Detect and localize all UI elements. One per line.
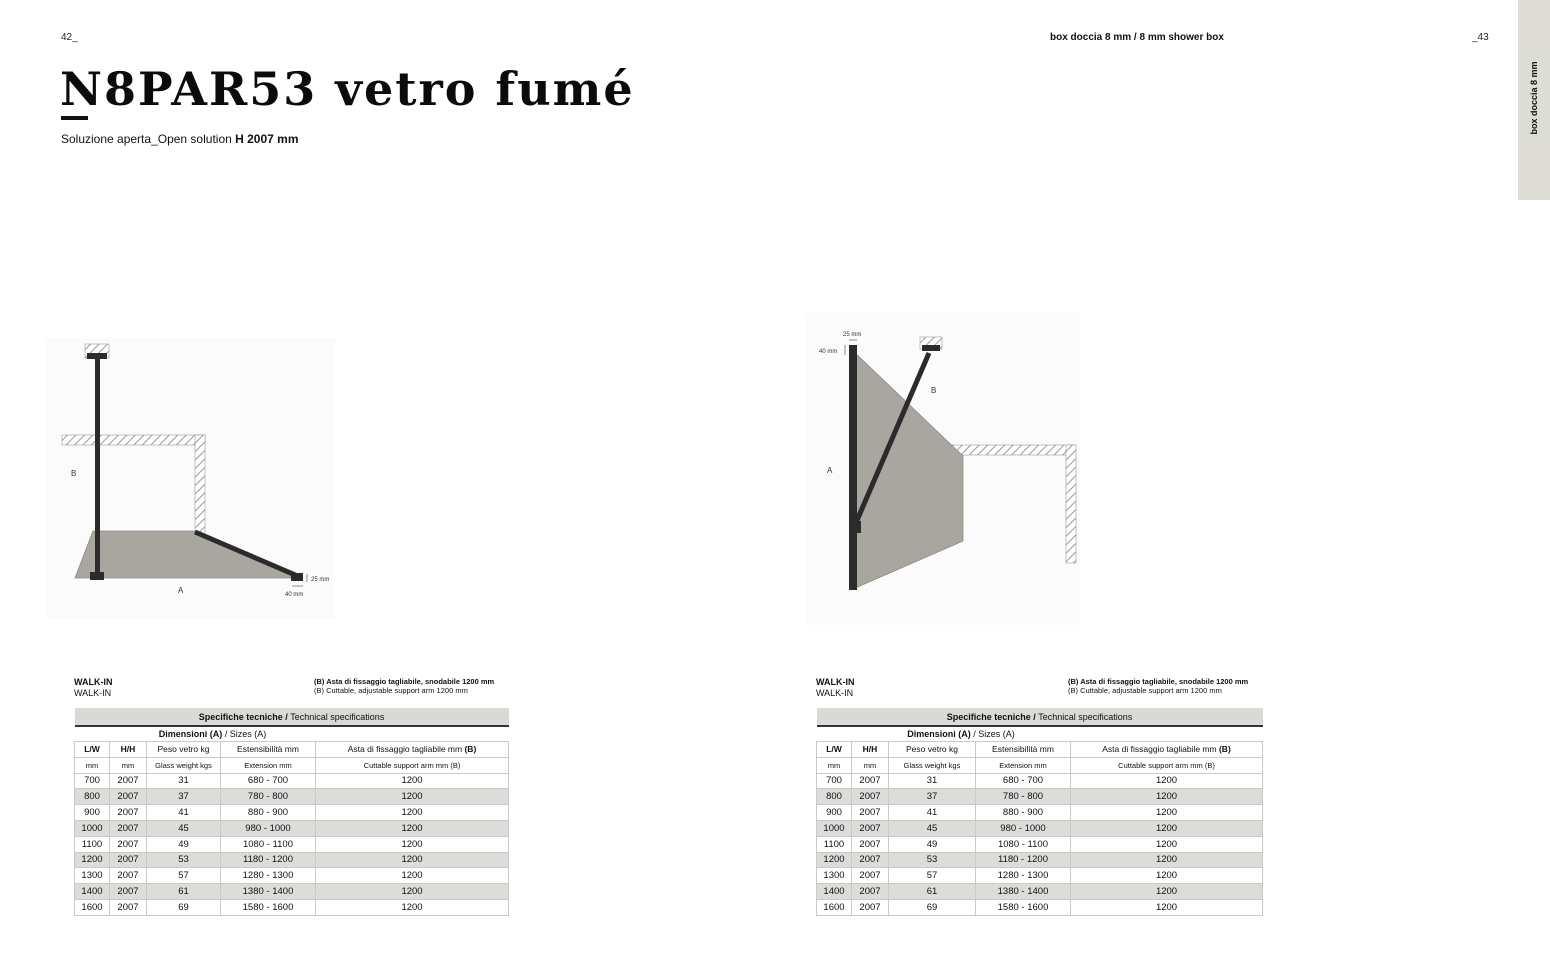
table-cell: 2007 bbox=[852, 852, 889, 868]
table-cell: 1200 bbox=[1071, 805, 1263, 821]
unit-cell: Cuttable support arm mm (B) bbox=[1071, 757, 1263, 773]
table-cell: 780 - 800 bbox=[221, 789, 316, 805]
table-cell: 2007 bbox=[852, 884, 889, 900]
table-cell: 1580 - 1600 bbox=[221, 899, 316, 915]
table-cell: 1200 bbox=[316, 899, 509, 915]
table-row bbox=[75, 789, 509, 805]
unit-cell: mm bbox=[110, 757, 147, 773]
table-cell: 1100 bbox=[75, 836, 110, 852]
table-cell: 700 bbox=[817, 773, 852, 789]
table-cell: 1200 bbox=[75, 852, 110, 868]
table-row bbox=[817, 852, 1263, 868]
table-row bbox=[75, 868, 509, 884]
support-arm-note-left bbox=[314, 677, 494, 695]
table-cell: 31 bbox=[889, 773, 976, 789]
table-cell: 2007 bbox=[110, 836, 147, 852]
table-cell: 45 bbox=[889, 820, 976, 836]
page-title: N8PAR53 vetro fumé bbox=[60, 62, 635, 116]
table-cell: 57 bbox=[889, 868, 976, 884]
table-cell: 57 bbox=[147, 868, 221, 884]
table-cell: 2007 bbox=[110, 852, 147, 868]
title-underline bbox=[61, 116, 88, 120]
table-cell: 69 bbox=[889, 899, 976, 915]
table-cell: 1200 bbox=[316, 789, 509, 805]
table-cell: 1200 bbox=[316, 868, 509, 884]
table-cell: 680 - 700 bbox=[221, 773, 316, 789]
table-cell: 2007 bbox=[110, 884, 147, 900]
table-cell: 1200 bbox=[316, 852, 509, 868]
drawing-left-dim-width: 40 mm bbox=[285, 592, 304, 598]
drawing-right-label-b: B bbox=[931, 386, 937, 395]
col-header: L/W bbox=[817, 742, 852, 758]
drawing-left-label-a: A bbox=[178, 586, 184, 595]
table-cell: 2007 bbox=[852, 773, 889, 789]
table-cell: 1200 bbox=[1071, 884, 1263, 900]
table-cell: 53 bbox=[889, 852, 976, 868]
installation-drawing-right bbox=[805, 313, 1080, 625]
table-cell: 1600 bbox=[75, 899, 110, 915]
table-cell: 1400 bbox=[75, 884, 110, 900]
table-cell: 2007 bbox=[852, 836, 889, 852]
table-title: Specifiche tecniche / Technical specifications bbox=[817, 708, 1263, 726]
walkin-title: WALK-IN bbox=[74, 677, 113, 687]
table-row bbox=[75, 852, 509, 868]
subtitle-height: H 2007 mm bbox=[235, 132, 299, 146]
table-cell: 1380 - 1400 bbox=[976, 884, 1071, 900]
unit-cell: mm bbox=[75, 757, 110, 773]
subtitle bbox=[61, 132, 299, 146]
table-cell: 1380 - 1400 bbox=[221, 884, 316, 900]
table-cell: 2007 bbox=[110, 789, 147, 805]
table-cell: 41 bbox=[147, 805, 221, 821]
table-row bbox=[817, 899, 1263, 915]
page-number-right: _43 bbox=[1472, 32, 1489, 43]
unit-cell: Extension mm bbox=[221, 757, 316, 773]
drawing-right-dim-height: 40 mm bbox=[819, 349, 838, 355]
table-cell: 1580 - 1600 bbox=[976, 899, 1071, 915]
unit-cell: mm bbox=[817, 757, 852, 773]
table-cell: 1200 bbox=[1071, 789, 1263, 805]
table-cell: 2007 bbox=[110, 805, 147, 821]
note-italian: (B) Asta di fissaggio tagliabile, snodabile 1200 mm bbox=[1068, 677, 1249, 686]
spec-table-right bbox=[816, 708, 1263, 916]
table-cell: 1200 bbox=[316, 805, 509, 821]
note-english: (B) Cuttable, adjustable support arm 1200 mm bbox=[1068, 686, 1222, 695]
unit-cell: Glass weight kgs bbox=[147, 757, 221, 773]
table-cell: 2007 bbox=[852, 805, 889, 821]
col-header: Asta di fissaggio tagliabile mm (B) bbox=[316, 742, 509, 758]
table-row bbox=[75, 805, 509, 821]
unit-cell: Extension mm bbox=[976, 757, 1071, 773]
table-title: Specifiche tecniche / Technical specifications bbox=[75, 708, 509, 726]
table-cell: 1180 - 1200 bbox=[976, 852, 1071, 868]
table-cell: 1100 bbox=[817, 836, 852, 852]
table-cell: 1080 - 1100 bbox=[221, 836, 316, 852]
unit-cell: Cuttable support arm mm (B) bbox=[316, 757, 509, 773]
table-row bbox=[75, 836, 509, 852]
table-cell: 1200 bbox=[316, 836, 509, 852]
col-header: H/H bbox=[852, 742, 889, 758]
drawing-left-label-b: B bbox=[71, 469, 77, 478]
table-cell: 1200 bbox=[1071, 836, 1263, 852]
table-cell: 2007 bbox=[852, 868, 889, 884]
table-cell: 2007 bbox=[852, 899, 889, 915]
drawing-right-label-a: A bbox=[827, 466, 833, 475]
table-body bbox=[75, 773, 509, 915]
table-cell: 61 bbox=[147, 884, 221, 900]
table-row bbox=[75, 884, 509, 900]
table-cell: 1200 bbox=[1071, 868, 1263, 884]
table-cell: 53 bbox=[147, 852, 221, 868]
table-cell: 1300 bbox=[75, 868, 110, 884]
table-cell: 800 bbox=[75, 789, 110, 805]
table-cell: 41 bbox=[889, 805, 976, 821]
table-cell: 1200 bbox=[817, 852, 852, 868]
table-cell: 37 bbox=[147, 789, 221, 805]
col-header: H/H bbox=[110, 742, 147, 758]
table-cell: 1200 bbox=[316, 820, 509, 836]
table-cell: 69 bbox=[147, 899, 221, 915]
table-row bbox=[817, 884, 1263, 900]
table-cell: 2007 bbox=[110, 820, 147, 836]
table-cell: 1300 bbox=[817, 868, 852, 884]
table-cell: 980 - 1000 bbox=[976, 820, 1071, 836]
col-header: Peso vetro kg bbox=[147, 742, 221, 758]
table-cell: 1600 bbox=[817, 899, 852, 915]
sizes-header: Dimensioni (A) / Sizes (A) bbox=[907, 729, 1015, 739]
table-cell: 37 bbox=[889, 789, 976, 805]
table-cell: 49 bbox=[889, 836, 976, 852]
table-cell: 900 bbox=[75, 805, 110, 821]
table-cell: 880 - 900 bbox=[976, 805, 1071, 821]
table-cell: 800 bbox=[817, 789, 852, 805]
side-tab bbox=[1518, 0, 1550, 200]
table-cell: 1200 bbox=[1071, 820, 1263, 836]
table-cell: 780 - 800 bbox=[976, 789, 1071, 805]
table-cell: 1400 bbox=[817, 884, 852, 900]
col-header: Estensibilità mm bbox=[221, 742, 316, 758]
subtitle-text: Soluzione aperta_Open solution bbox=[61, 132, 236, 146]
spec-table-left bbox=[74, 708, 509, 916]
page-number-left: 42_ bbox=[61, 32, 78, 43]
table-row bbox=[817, 820, 1263, 836]
table-row bbox=[75, 773, 509, 789]
table-row bbox=[817, 789, 1263, 805]
table-cell: 980 - 1000 bbox=[221, 820, 316, 836]
walkin-subtitle: WALK-IN bbox=[816, 688, 854, 698]
support-arm-note-right bbox=[1068, 677, 1248, 695]
note-italian: (B) Asta di fissaggio tagliabile, snodabile 1200 mm bbox=[314, 677, 495, 686]
table-row bbox=[817, 836, 1263, 852]
table-cell: 1000 bbox=[817, 820, 852, 836]
table-cell: 700 bbox=[75, 773, 110, 789]
drawing-right-dim-width: 25 mm bbox=[843, 332, 862, 338]
col-header: Asta di fissaggio tagliabile mm (B) bbox=[1071, 742, 1263, 758]
table-cell: 49 bbox=[147, 836, 221, 852]
unit-cell: mm bbox=[852, 757, 889, 773]
table-cell: 2007 bbox=[110, 773, 147, 789]
installation-drawing-left bbox=[45, 338, 335, 618]
table-cell: 1180 - 1200 bbox=[221, 852, 316, 868]
walkin-title: WALK-IN bbox=[816, 677, 855, 687]
walkin-subtitle: WALK-IN bbox=[74, 688, 112, 698]
table-cell: 2007 bbox=[110, 868, 147, 884]
table-cell: 61 bbox=[889, 884, 976, 900]
col-header: Peso vetro kg bbox=[889, 742, 976, 758]
table-cell: 880 - 900 bbox=[221, 805, 316, 821]
table-cell: 2007 bbox=[110, 899, 147, 915]
note-english: (B) Cuttable, adjustable support arm 1200 mm bbox=[314, 686, 468, 695]
table-row bbox=[75, 820, 509, 836]
side-tab-label: box doccia 8 mm bbox=[1529, 61, 1539, 135]
table-cell: 2007 bbox=[852, 820, 889, 836]
table-cell: 1280 - 1300 bbox=[221, 868, 316, 884]
table-row bbox=[817, 805, 1263, 821]
table-row bbox=[817, 868, 1263, 884]
table-cell: 2007 bbox=[852, 789, 889, 805]
unit-cell: Glass weight kgs bbox=[889, 757, 976, 773]
table-row bbox=[817, 773, 1263, 789]
table-cell: 45 bbox=[147, 820, 221, 836]
table-cell: 680 - 700 bbox=[976, 773, 1071, 789]
table-cell: 1200 bbox=[1071, 852, 1263, 868]
table-body bbox=[817, 773, 1263, 915]
drawing-left-dim-height: 25 mm bbox=[311, 577, 330, 583]
table-row bbox=[75, 899, 509, 915]
table-cell: 1080 - 1100 bbox=[976, 836, 1071, 852]
table-cell: 1280 - 1300 bbox=[976, 868, 1071, 884]
col-header: L/W bbox=[75, 742, 110, 758]
table-cell: 1000 bbox=[75, 820, 110, 836]
table-cell: 1200 bbox=[316, 773, 509, 789]
col-header: Estensibilità mm bbox=[976, 742, 1071, 758]
table-cell: 1200 bbox=[316, 884, 509, 900]
table-cell: 900 bbox=[817, 805, 852, 821]
walkin-label-right bbox=[816, 677, 855, 699]
walkin-label-left bbox=[74, 677, 113, 699]
table-cell: 31 bbox=[147, 773, 221, 789]
table-cell: 1200 bbox=[1071, 773, 1263, 789]
sizes-header: Dimensioni (A) / Sizes (A) bbox=[158, 729, 267, 739]
section-header: box doccia 8 mm / 8 mm shower box bbox=[1050, 32, 1224, 43]
table-cell: 1200 bbox=[1071, 899, 1263, 915]
